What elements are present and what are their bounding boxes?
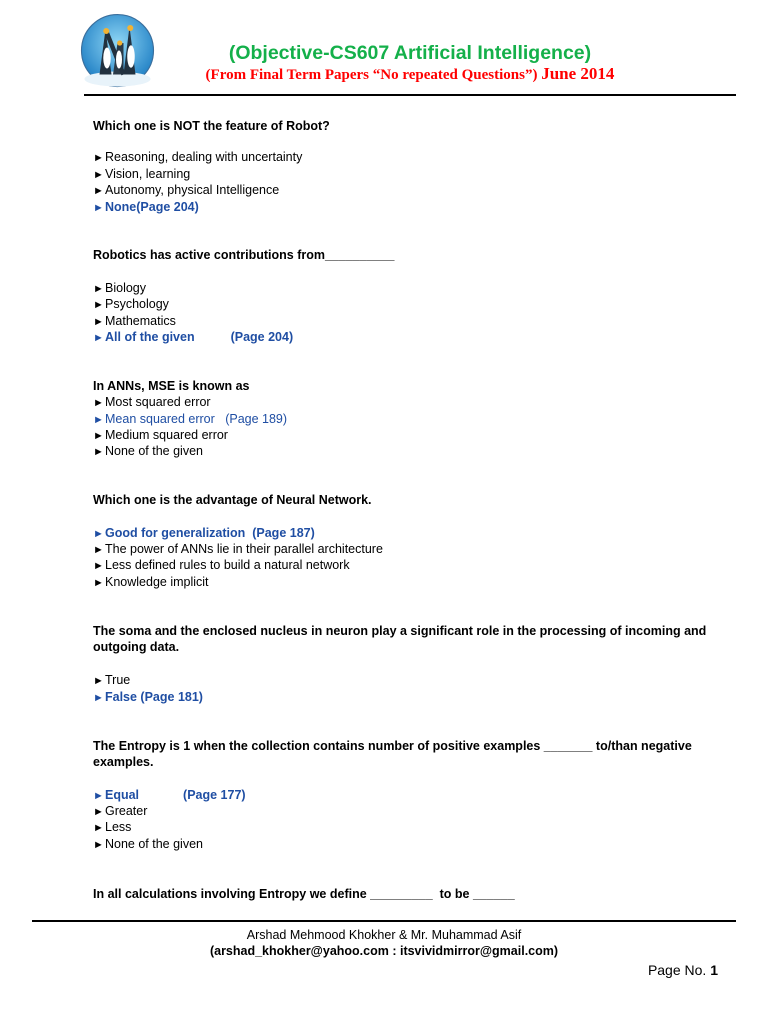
option-item: ►Greater — [93, 803, 713, 820]
correct-answer: ►False (Page 181) — [93, 689, 713, 706]
penguins-logo-icon — [80, 13, 155, 88]
question-text: The soma and the enclosed nucleus in neuron play a significant role in the processing of incoming and — [93, 624, 707, 638]
header-divider — [84, 94, 736, 96]
option-item: ►Medium squared error — [93, 427, 713, 444]
option-item: ►Less — [93, 819, 713, 836]
correct-answer: ►Good for generalization (Page 187) — [93, 525, 713, 542]
option-item: ►The power of ANNs lie in their parallel architecture — [93, 541, 713, 558]
correct-answer: ►Mean squared error (Page 189) — [93, 411, 713, 428]
footer-contact: (arshad_khokher@yahoo.com : itsvividmirror@gmail.com) — [209, 944, 559, 958]
arrow-icon: ► — [93, 169, 104, 181]
page-title: (Objective-CS607 Artificial Intelligence) — [228, 42, 592, 64]
arrow-icon: ► — [93, 806, 104, 818]
footer-divider — [32, 920, 736, 922]
option-item: ►Reasoning, dealing with uncertainty — [93, 149, 713, 166]
option-item: ►Most squared error — [93, 394, 713, 411]
arrow-icon: ► — [93, 316, 104, 328]
arrow-icon: ► — [93, 332, 104, 344]
subtitle-text: (From Final Term Papers “No repeated Questions”) — [205, 67, 538, 83]
option-item: ►Less defined rules to build a natural network — [93, 557, 713, 574]
arrow-icon: ► — [93, 790, 104, 802]
option-item: ►Biology — [93, 280, 713, 297]
question-text-continued: examples. — [93, 755, 154, 769]
page-number — [648, 962, 718, 978]
footer-authors: Arshad Mehmood Khokher & Mr. Muhammad Asif — [246, 928, 522, 942]
page-number-value: 1 — [710, 962, 718, 978]
page-subtitle — [160, 64, 660, 84]
arrow-icon: ► — [93, 185, 104, 197]
question-text: Robotics has active contributions from__________ — [93, 248, 395, 262]
option-item: ►Autonomy, physical Intelligence — [93, 182, 713, 199]
option-item: ►Mathematics — [93, 313, 713, 330]
page-reference: (Page 177) — [183, 788, 246, 802]
arrow-icon: ► — [93, 544, 104, 556]
page-number-label: Page No. — [647, 962, 707, 978]
question-text: In ANNs, MSE is known as — [93, 379, 250, 393]
arrow-icon: ► — [93, 446, 104, 458]
arrow-icon: ► — [93, 528, 104, 540]
correct-answer: ►All of the given (Page 204) — [93, 329, 713, 346]
arrow-icon: ► — [93, 692, 104, 704]
option-item: ►Knowledge implicit — [93, 574, 713, 591]
arrow-icon: ► — [93, 299, 104, 311]
question-text-continued: outgoing data. — [93, 640, 180, 654]
arrow-icon: ► — [93, 414, 104, 426]
arrow-icon: ► — [93, 397, 104, 409]
option-item: ►Vision, learning — [93, 166, 713, 183]
question-text: The Entropy is 1 when the collection contains number of positive examples _______ to/than negative — [93, 739, 692, 753]
question-text: Which one is the advantage of Neural Network. — [93, 493, 372, 507]
question-text: In all calculations involving Entropy we define _________ to be ______ — [93, 887, 515, 901]
arrow-icon: ► — [93, 152, 104, 164]
arrow-icon: ► — [93, 202, 104, 214]
arrow-icon: ► — [93, 675, 104, 687]
page-reference: (Page 204) — [230, 330, 294, 344]
option-item: ►True — [93, 672, 713, 689]
correct-answer: ►Equal (Page 177) — [93, 787, 713, 804]
arrow-icon: ► — [93, 822, 104, 834]
arrow-icon: ► — [93, 430, 104, 442]
subtitle-date: June 2014 — [541, 64, 615, 83]
option-item: ►None of the given — [93, 836, 713, 853]
arrow-icon: ► — [93, 560, 104, 572]
arrow-icon: ► — [93, 839, 104, 851]
arrow-icon: ► — [93, 283, 104, 295]
question-text: Which one is NOT the feature of Robot? — [93, 119, 330, 133]
correct-answer: ►None(Page 204) — [93, 199, 713, 216]
option-item: ►Psychology — [93, 296, 713, 313]
arrow-icon: ► — [93, 577, 104, 589]
option-item: ►None of the given — [93, 443, 713, 460]
